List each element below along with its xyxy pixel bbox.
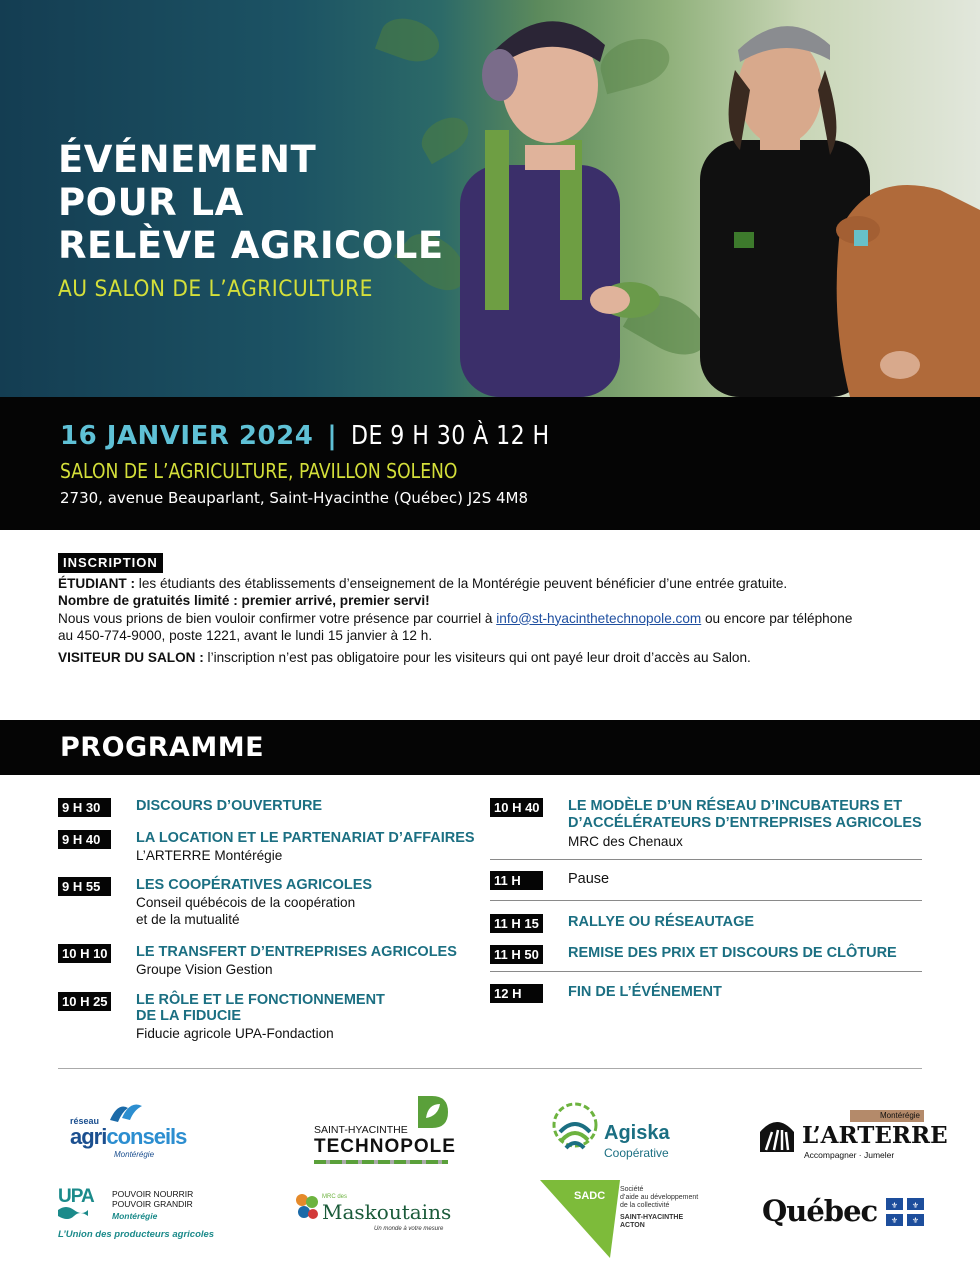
event-address: 2730, avenue Beauparlant, Saint-Hyacinthe (Québec) J2S 4M8 <box>60 489 529 507</box>
sadc-text5: ACTON <box>620 1222 645 1229</box>
quebec-name: Québec <box>762 1194 878 1228</box>
maskoutains-icon <box>294 1192 320 1222</box>
logo-agriconseils <box>70 1100 200 1168</box>
maskoutains-prefix: MRC des <box>322 1194 348 1200</box>
svg-text:⚜: ⚜ <box>911 1216 920 1225</box>
event-venue: SALON DE L’AGRICULTURE, PAVILLON SOLENO <box>60 459 458 483</box>
inscription-label: INSCRIPTION <box>58 553 163 573</box>
limited-text: Nombre de gratuités limité : premier arrivé, premier servi! <box>58 593 430 608</box>
arterre-name: L’ARTERRE <box>802 1122 948 1149</box>
agriconseils-name-part2: conseils <box>106 1124 187 1149</box>
programme-title: PROGRAMME <box>60 732 265 763</box>
limited-note <box>58 592 938 610</box>
agiska-subtitle: Coopérative <box>604 1146 669 1160</box>
arterre-region: Montérégie <box>850 1110 924 1122</box>
technopole-icon <box>414 1094 450 1130</box>
event-info-bar <box>0 397 980 530</box>
event-date: 16 JANVIER 2024 <box>60 421 314 451</box>
item-speaker: Fiducie agricole UPA-Fondaction <box>136 1026 334 1041</box>
hero-text <box>58 138 444 302</box>
time-badge: 9 H 55 <box>58 877 111 896</box>
confirm-paragraph <box>58 610 938 628</box>
visitor-text: l’inscription n’est pas obligatoire pour les visiteurs qui ont payé leur droit d’accès au Salon. <box>203 649 751 665</box>
item-title: LE RÔLE ET LE FONCTIONNEMENT <box>136 992 385 1008</box>
technopole-line2: TECHNOPOLE <box>314 1136 456 1157</box>
agriconseils-top: réseau <box>70 1116 100 1126</box>
upa-region: Montérégie <box>112 1211 158 1221</box>
divider <box>490 900 922 901</box>
sadc-text2: d’aide au développement <box>620 1194 699 1201</box>
technopole-stripe <box>314 1160 448 1164</box>
footer-divider <box>58 1068 922 1069</box>
sadc-mark: SADC <box>574 1190 606 1202</box>
agiska-name: Agiska <box>604 1122 670 1144</box>
upa-mark: UPA <box>58 1186 94 1207</box>
photo-woman <box>440 0 660 397</box>
item-title: DISCOURS D’OUVERTURE <box>136 798 323 814</box>
logo-quebec <box>762 1192 927 1232</box>
agriconseils-name-part1: agri <box>70 1124 107 1149</box>
time-badge: 11 H <box>490 871 543 890</box>
photo-cow <box>830 170 980 397</box>
item-title: LA LOCATION ET LE PARTENARIAT D’AFFAIRES <box>136 830 475 846</box>
confirm-text1: Nous vous prions de bien vouloir confirmer votre présence par courriel à <box>58 610 497 626</box>
logo-arterre <box>756 1110 948 1160</box>
svg-text:⚜: ⚜ <box>911 1201 920 1210</box>
hero-title-line3: RELÈVE AGRICOLE <box>58 224 444 267</box>
item-speaker: MRC des Chenaux <box>568 834 683 849</box>
svg-text:⚜: ⚜ <box>890 1216 899 1225</box>
time-badge: 11 H 50 <box>490 945 543 964</box>
arterre-tagline: Accompagner · Jumeler <box>804 1150 895 1160</box>
agriconseils-region: Montérégie <box>114 1150 155 1159</box>
inscription-section <box>58 553 938 666</box>
logo-maskoutains <box>294 1188 474 1236</box>
upa-slogan2: POUVOIR GRANDIR <box>112 1199 193 1209</box>
item-title-line2: DE LA FIDUCIE <box>136 1008 241 1024</box>
sadc-text1: Société <box>620 1186 644 1193</box>
item-speaker: L’ARTERRE Montérégie <box>136 848 283 863</box>
item-title: FIN DE L’ÉVÉNEMENT <box>568 984 722 1000</box>
hero-title-line2: POUR LA <box>58 181 244 224</box>
programme-header <box>0 720 980 775</box>
logo-technopole <box>314 1094 454 1168</box>
hero-subtitle: AU SALON DE L’AGRICULTURE <box>58 277 373 302</box>
time-badge: 10 H 25 <box>58 992 111 1011</box>
upa-full: L’Union des producteurs agricoles <box>58 1229 215 1240</box>
time-badge: 9 H 40 <box>58 830 111 849</box>
agriconseils-name <box>70 1124 186 1150</box>
item-speaker: Conseil québécois de la coopération <box>136 895 356 910</box>
upa-wave-icon <box>58 1204 88 1222</box>
agriconseils-icon <box>108 1100 144 1124</box>
maskoutains-name: Maskoutains <box>322 1200 452 1224</box>
arterre-icon <box>758 1114 796 1154</box>
item-title: LES COOPÉRATIVES AGRICOLES <box>136 877 373 893</box>
sadc-text4: SAINT-HYACINTHE <box>620 1214 684 1221</box>
svg-text:⚜: ⚜ <box>890 1201 899 1210</box>
item-title: LE TRANSFERT D’ENTREPRISES AGRICOLES <box>136 944 457 960</box>
event-time: DE 9 H 30 À 12 H <box>351 421 550 451</box>
student-paragraph <box>58 575 938 593</box>
hero-banner <box>0 0 980 397</box>
time-badge: 11 H 15 <box>490 914 543 933</box>
logo-sadc <box>540 1180 710 1260</box>
logo-upa <box>58 1186 215 1246</box>
email-link[interactable]: info@st-hyacinthetechnopole.com <box>496 610 702 626</box>
student-label: ÉTUDIANT : <box>58 575 136 591</box>
quebec-flag-icon <box>886 1198 924 1226</box>
student-text: les étudiants des établissements d’enseignement de la Montérégie peuvent bénéficier d’une entrée gratuite. <box>135 575 788 591</box>
item-title: LE MODÈLE D’UN RÉSEAU D’INCUBATEURS ET <box>568 798 903 814</box>
divider <box>490 859 922 860</box>
sadc-text3: de la collectivité <box>620 1202 670 1209</box>
confirm-text3: au 450-774-9000, poste 1221, avant le lundi 15 janvier à 12 h. <box>58 628 433 643</box>
sadc-text <box>620 1186 698 1230</box>
item-title: Pause <box>568 871 610 887</box>
time-badge: 10 H 10 <box>58 944 111 963</box>
event-date-time <box>60 421 585 451</box>
logo-agiska <box>552 1102 692 1162</box>
upa-slogan1: POUVOIR NOURRIR <box>112 1189 194 1199</box>
item-title-line2: D’ACCÉLÉRATEURS D’ENTREPRISES AGRICOLES <box>568 815 922 831</box>
item-speaker-line2: et de la mutualité <box>136 912 240 927</box>
divider <box>490 971 922 972</box>
time-badge: 9 H 30 <box>58 798 111 817</box>
time-badge: 10 H 40 <box>490 798 543 817</box>
visitor-paragraph <box>58 649 938 667</box>
item-title: RALLYE OU RÉSEAUTAGE <box>568 914 755 930</box>
technopole-line1: SAINT-HYACINTHE <box>314 1124 408 1136</box>
time-badge: 12 H <box>490 984 543 1003</box>
event-separator: | <box>327 421 338 451</box>
agiska-icon <box>552 1102 598 1158</box>
maskoutains-tagline: Un monde à votre mesure <box>374 1226 444 1232</box>
visitor-label: VISITEUR DU SALON : <box>58 649 204 665</box>
hero-title <box>58 138 444 267</box>
hero-title-line1: ÉVÉNEMENT <box>58 138 317 181</box>
item-title: REMISE DES PRIX ET DISCOURS DE CLÔTURE <box>568 945 897 961</box>
item-speaker: Groupe Vision Gestion <box>136 962 273 977</box>
confirm-text2: ou encore par téléphone <box>701 610 853 626</box>
